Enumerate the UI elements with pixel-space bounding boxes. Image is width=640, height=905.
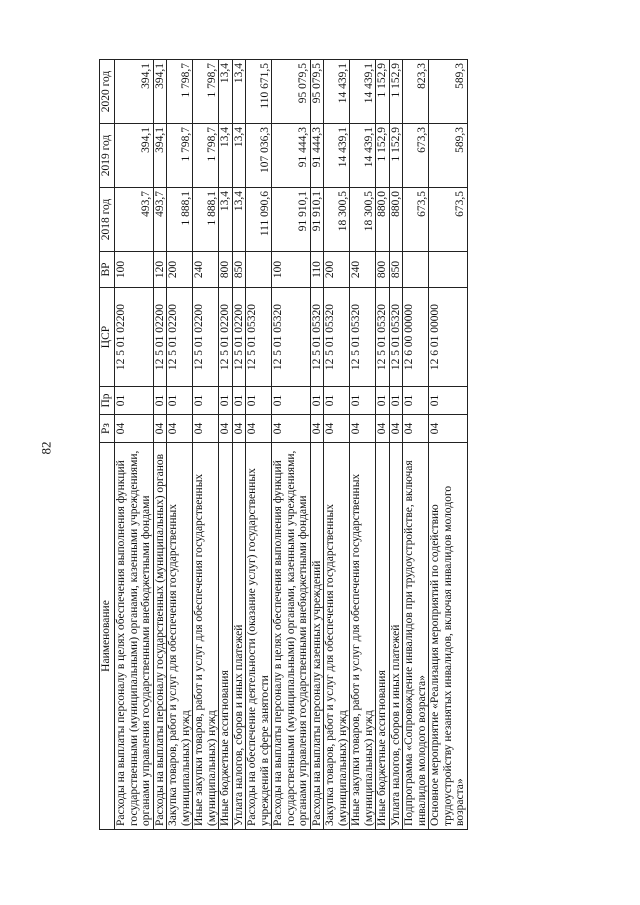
row-name: Иные бюджетные ассигнования — [376, 443, 390, 830]
row-pr: 01 — [232, 387, 246, 415]
header-vr: ВР — [100, 252, 115, 288]
row-name: Закупка товаров, работ и услуг для обеспечения государственных (муниципальных) нужд — [167, 443, 193, 830]
row-csr: 12 5 01 05320 — [310, 288, 324, 387]
row-name: Подпрограмма «Сопровождение инвалидов при трудоустройстве, включая инвалидов молодого возраста» — [403, 443, 429, 830]
row-pr: 01 — [167, 387, 193, 415]
row-vr — [429, 252, 468, 288]
row-name: Основное мероприятие «Реализация мероприятий по содействию трудоустройству незанятых инвалидов, включая инвалидов молодого возраста» — [429, 443, 468, 830]
row-vr — [246, 252, 272, 288]
row-rz: 04 — [403, 415, 429, 443]
row-pr: 01 — [272, 387, 311, 415]
row-name: Иные закупки товаров, работ и услуг для обеспечения государственных (муниципальных) нужд — [193, 443, 219, 830]
row-2018: 880,0 — [376, 188, 390, 252]
table-row — [167, 60, 193, 830]
row-pr: 01 — [324, 387, 350, 415]
row-csr: 12 5 01 02200 — [167, 288, 193, 387]
row-vr: 800 — [219, 252, 233, 288]
row-name: Уплата налогов, сборов и иных платежей — [389, 443, 403, 830]
row-2020: 1 152,9 — [376, 60, 390, 124]
row-2020: 394,1 — [153, 60, 167, 124]
row-vr: 200 — [167, 252, 193, 288]
row-name: Расходы на выплаты персоналу государственных (муниципальных) органов — [153, 443, 167, 830]
row-rz: 04 — [232, 415, 246, 443]
row-rz: 04 — [376, 415, 390, 443]
row-2018: 880,0 — [389, 188, 403, 252]
row-2018: 18 300,5 — [350, 188, 376, 252]
table-row — [193, 60, 219, 830]
table-row — [272, 60, 311, 830]
row-2019: 589,3 — [429, 124, 468, 188]
table-row — [324, 60, 350, 830]
row-2018: 111 090,6 — [246, 188, 272, 252]
row-rz: 04 — [350, 415, 376, 443]
table-row — [246, 60, 272, 830]
row-pr: 01 — [153, 387, 167, 415]
row-2019: 13,4 — [232, 124, 246, 188]
table-row — [219, 60, 233, 830]
row-2019: 1 152,9 — [376, 124, 390, 188]
row-2020: 1 798,7 — [193, 60, 219, 124]
row-2018: 1 888,1 — [167, 188, 193, 252]
row-2018: 673,5 — [403, 188, 429, 252]
row-vr: 110 — [310, 252, 324, 288]
row-vr: 800 — [376, 252, 390, 288]
header-rz: Рз — [100, 415, 115, 443]
row-2018: 1 888,1 — [193, 188, 219, 252]
table-row — [389, 60, 403, 830]
row-name: Расходы на выплаты персоналу казенных учреждений — [310, 443, 324, 830]
row-2020: 95 079,5 — [310, 60, 324, 124]
row-2019: 13,4 — [219, 124, 233, 188]
row-2019: 394,1 — [153, 124, 167, 188]
row-2018: 673,5 — [429, 188, 468, 252]
row-vr — [403, 252, 429, 288]
table-row — [403, 60, 429, 830]
row-2019: 91 444,3 — [272, 124, 311, 188]
row-2020: 110 671,5 — [246, 60, 272, 124]
row-2020: 823,3 — [403, 60, 429, 124]
table-body — [115, 60, 468, 830]
row-name: Иные закупки товаров, работ и услуг для обеспечения государственных (муниципальных) нужд — [350, 443, 376, 830]
row-vr: 240 — [350, 252, 376, 288]
row-csr: 12 5 01 05320 — [272, 288, 311, 387]
row-pr: 01 — [310, 387, 324, 415]
row-csr: 12 5 01 05320 — [376, 288, 390, 387]
row-pr: 01 — [193, 387, 219, 415]
row-name: Уплата налогов, сборов и иных платежей — [232, 443, 246, 830]
header-2020: 2020 год — [100, 60, 115, 124]
row-2020: 1 798,7 — [167, 60, 193, 124]
row-2018: 91 910,1 — [310, 188, 324, 252]
row-vr: 120 — [153, 252, 167, 288]
row-2018: 493,7 — [115, 188, 154, 252]
row-2018: 493,7 — [153, 188, 167, 252]
row-csr: 12 5 01 02200 — [232, 288, 246, 387]
row-csr: 12 5 01 05320 — [389, 288, 403, 387]
row-vr: 200 — [324, 252, 350, 288]
table-row — [232, 60, 246, 830]
row-name: Расходы на выплаты персоналу в целях обеспечения выполнения функций государственными (муниципальными) органами, казенными учреждениями, органами управления государственными внебюджетными фондами — [272, 443, 311, 830]
row-csr: 12 5 01 02200 — [193, 288, 219, 387]
row-2020: 13,4 — [232, 60, 246, 124]
header-2019: 2019 год — [100, 124, 115, 188]
row-rz: 04 — [153, 415, 167, 443]
header-pr: Пр — [100, 387, 115, 415]
row-2019: 1 152,9 — [389, 124, 403, 188]
row-2019: 14 439,1 — [350, 124, 376, 188]
row-2020: 14 439,1 — [324, 60, 350, 124]
row-pr: 01 — [389, 387, 403, 415]
table-row — [310, 60, 324, 830]
row-rz: 04 — [389, 415, 403, 443]
row-2019: 91 444,3 — [310, 124, 324, 188]
row-pr: 01 — [219, 387, 233, 415]
row-csr: 12 5 01 02200 — [115, 288, 154, 387]
row-csr: 12 5 01 05320 — [324, 288, 350, 387]
row-2020: 394,1 — [115, 60, 154, 124]
row-rz: 04 — [272, 415, 311, 443]
row-csr: 12 5 01 05320 — [350, 288, 376, 387]
row-rz: 04 — [219, 415, 233, 443]
table-row — [350, 60, 376, 830]
page-number: 82 — [38, 441, 54, 455]
row-2019: 107 036,3 — [246, 124, 272, 188]
row-pr: 01 — [350, 387, 376, 415]
row-2020: 589,3 — [429, 60, 468, 124]
row-name: Расходы на обеспечение деятельности (оказание услуг) государственных учреждений в сфере занятости — [246, 443, 272, 830]
row-2019: 673,3 — [403, 124, 429, 188]
row-2020: 95 079,5 — [272, 60, 311, 124]
row-pr: 01 — [246, 387, 272, 415]
header-2018: 2018 год — [100, 188, 115, 252]
row-pr: 01 — [403, 387, 429, 415]
row-rz: 04 — [167, 415, 193, 443]
row-name: Закупка товаров, работ и услуг для обеспечения государственных (муниципальных) нужд — [324, 443, 350, 830]
row-2019: 1 798,7 — [193, 124, 219, 188]
row-rz: 04 — [115, 415, 154, 443]
row-pr: 01 — [376, 387, 390, 415]
row-2020: 14 439,1 — [350, 60, 376, 124]
table-row — [376, 60, 390, 830]
rotated-page-content — [99, 60, 581, 830]
table-row — [153, 60, 167, 830]
table-row — [115, 60, 154, 830]
row-2018: 91 910,1 — [272, 188, 311, 252]
row-csr: 12 6 00 00000 — [403, 288, 429, 387]
row-2018: 13,4 — [232, 188, 246, 252]
row-2019: 394,1 — [115, 124, 154, 188]
row-pr: 01 — [429, 387, 468, 415]
table-row — [429, 60, 468, 830]
row-2018: 13,4 — [219, 188, 233, 252]
header-csr: ЦСР — [100, 288, 115, 387]
row-2020: 13,4 — [219, 60, 233, 124]
row-rz: 04 — [324, 415, 350, 443]
row-name: Иные бюджетные ассигнования — [219, 443, 233, 830]
row-vr: 240 — [193, 252, 219, 288]
row-2019: 1 798,7 — [167, 124, 193, 188]
row-vr: 850 — [232, 252, 246, 288]
row-rz: 04 — [310, 415, 324, 443]
row-csr: 12 5 01 02200 — [219, 288, 233, 387]
row-2020: 1 152,9 — [389, 60, 403, 124]
row-rz: 04 — [193, 415, 219, 443]
header-row — [100, 60, 115, 830]
row-vr: 100 — [115, 252, 154, 288]
row-pr: 01 — [115, 387, 154, 415]
budget-table — [99, 59, 468, 830]
row-rz: 04 — [429, 415, 468, 443]
row-2019: 14 439,1 — [324, 124, 350, 188]
row-vr: 850 — [389, 252, 403, 288]
row-vr: 100 — [272, 252, 311, 288]
row-2018: 18 300,5 — [324, 188, 350, 252]
row-name: Расходы на выплаты персоналу в целях обеспечения выполнения функций государственными (муниципальными) органами, казенными учреждениями, органами управления государственными внебюджетными фондами — [115, 443, 154, 830]
row-csr: 12 5 01 02200 — [153, 288, 167, 387]
row-csr: 12 5 01 05320 — [246, 288, 272, 387]
row-rz: 04 — [246, 415, 272, 443]
header-name: Наименование — [100, 443, 115, 830]
row-csr: 12 6 01 00000 — [429, 288, 468, 387]
